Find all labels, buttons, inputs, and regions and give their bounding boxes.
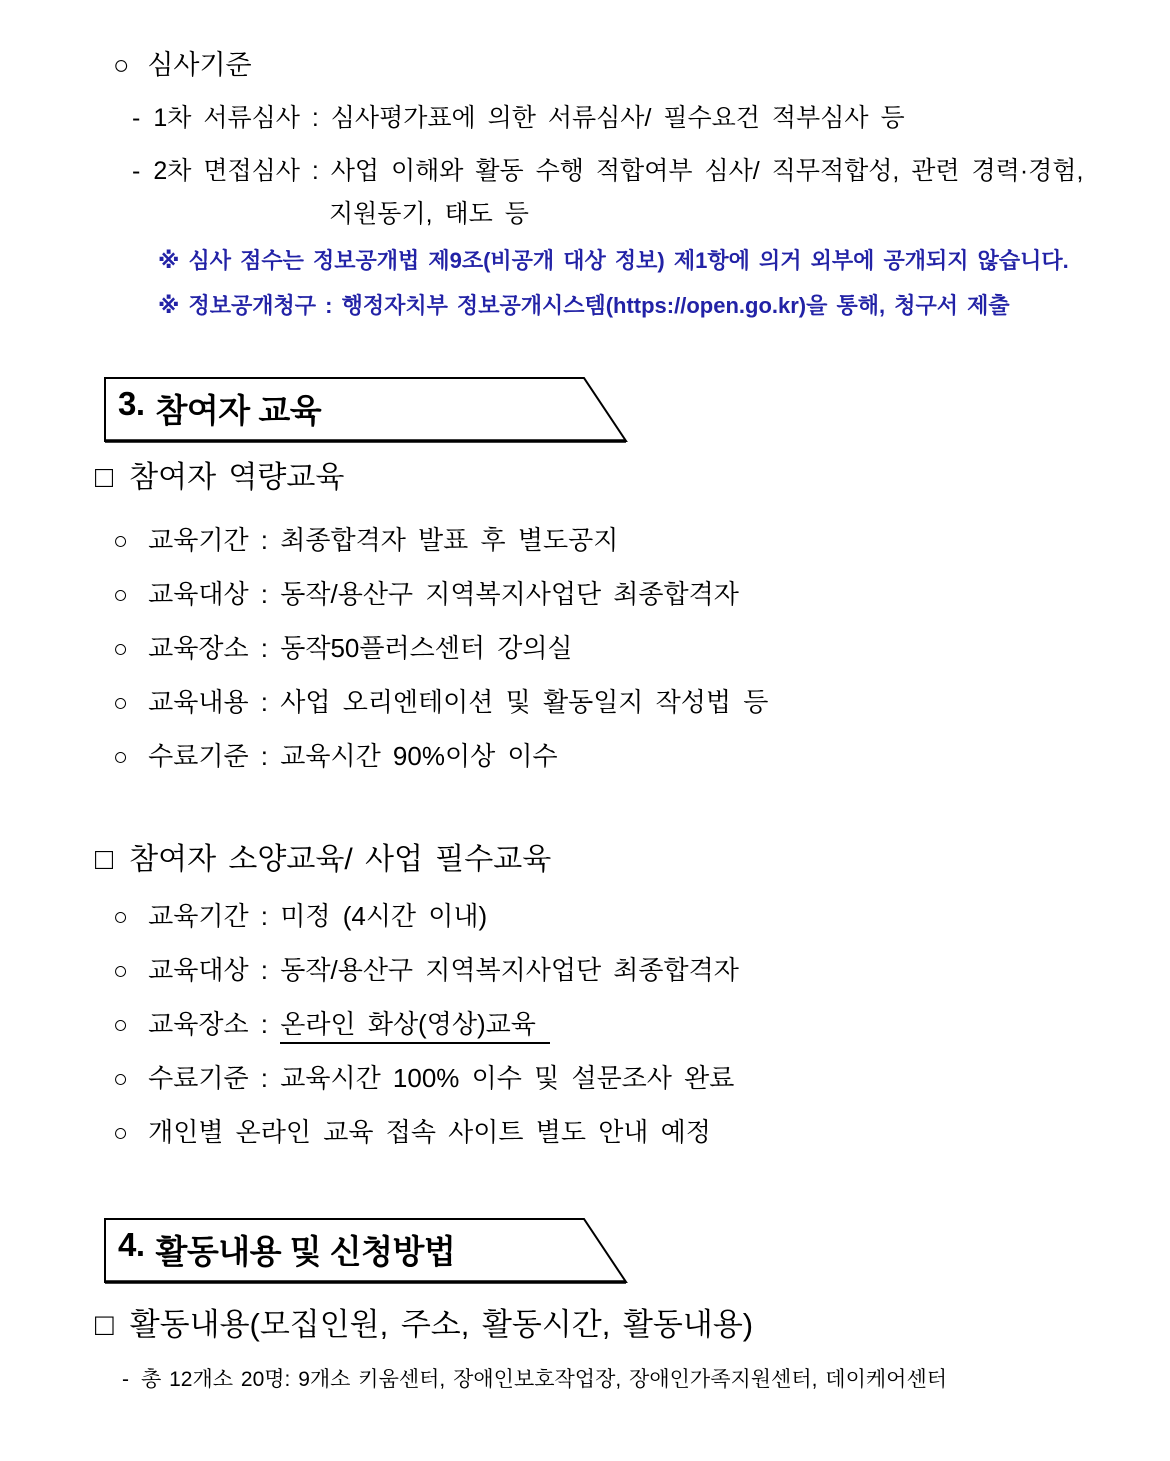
- essential-target-row: [113, 956, 739, 986]
- interview-review-continuation-text: 지원동기, 태도 등: [329, 200, 529, 228]
- circle-marker: ○: [113, 635, 129, 663]
- circle-marker: ○: [113, 743, 129, 771]
- information-request-note-text: ※ 정보공개청구 : 행정자치부 정보공개시스템(https://open.go.kr)을 통해, 청구서 제출: [158, 293, 1010, 318]
- section-4-heading: [118, 1226, 455, 1273]
- completion-criteria-row: [113, 742, 558, 772]
- circle-marker: ○: [113, 957, 129, 985]
- essential-training-heading: [95, 843, 551, 878]
- essential-place-label: 교육장소 :: [148, 1009, 281, 1039]
- essential-place-underlined-value: 온라인 화상(영상)교육: [280, 1009, 550, 1044]
- essential-place-text: [148, 1010, 550, 1040]
- essential-target-text: 교육대상 : 동작/용산구 지역복지사업단 최종합격자: [148, 955, 739, 985]
- circle-marker: ○: [113, 903, 129, 931]
- square-marker: □: [95, 461, 114, 494]
- screening-criteria-title: 심사기준: [147, 50, 252, 80]
- dash-marker: -: [132, 157, 141, 185]
- capacity-training-title: 참여자 역량교육: [129, 461, 345, 494]
- training-content-row: [113, 688, 768, 718]
- training-period-text: 교육기간 : 최종합격자 발표 후 별도공지: [148, 525, 619, 555]
- activity-detail-row: [122, 1368, 947, 1392]
- document-review-text: 1차 서류심사 : 심사평가표에 의한 서류심사/ 필수요건 적부심사 등: [153, 104, 905, 132]
- section-3-banner: [104, 377, 628, 443]
- dash-marker: -: [122, 1368, 129, 1391]
- score-disclosure-note: [158, 248, 1069, 273]
- circle-marker: ○: [113, 50, 130, 80]
- document-review-item: [132, 104, 905, 133]
- training-place-text: 교육장소 : 동작50플러스센터 강의실: [148, 633, 573, 663]
- circle-marker: ○: [113, 1119, 129, 1147]
- screening-criteria-heading: [113, 50, 252, 81]
- circle-marker: ○: [113, 581, 129, 609]
- section-4-banner: [104, 1218, 628, 1284]
- training-target-text: 교육대상 : 동작/용산구 지역복지사업단 최종합격자: [148, 579, 739, 609]
- essential-completion-row: [113, 1064, 734, 1094]
- circle-marker: ○: [113, 1011, 129, 1039]
- interview-review-text: 2차 면접심사 : 사업 이해와 활동 수행 적합여부 심사/ 직무적합성, 관련 경력·경험,: [153, 157, 1084, 185]
- dash-marker: -: [132, 104, 141, 132]
- activity-detail-text: 총 12개소 20명: 9개소 키움센터, 장애인보호작업장, 장애인가족지원센터, 데이케어센터: [141, 1368, 948, 1391]
- activity-content-title: 활동내용(모집인원, 주소, 활동시간, 활동내용): [129, 1307, 754, 1342]
- essential-training-title: 참여자 소양교육/ 사업 필수교육: [129, 843, 552, 876]
- section-3-title: 참여자 교육: [155, 392, 322, 430]
- information-request-note: [158, 293, 1010, 318]
- square-marker: □: [95, 1307, 114, 1342]
- essential-completion-text: 수료기준 : 교육시간 100% 이수 및 설문조사 완료: [148, 1063, 735, 1093]
- essential-period-text: 교육기간 : 미정 (4시간 이내): [148, 901, 488, 931]
- interview-review-item: [132, 157, 1083, 186]
- online-access-row: [113, 1118, 711, 1148]
- circle-marker: ○: [113, 1065, 129, 1093]
- training-content-text: 교육내용 : 사업 오리엔테이션 및 활동일지 작성법 등: [148, 687, 769, 717]
- training-target-row: [113, 580, 739, 610]
- circle-marker: ○: [113, 527, 129, 555]
- online-access-text: 개인별 온라인 교육 접속 사이트 별도 안내 예정: [148, 1117, 711, 1147]
- section-3-heading: [118, 385, 321, 432]
- score-disclosure-note-text: ※ 심사 점수는 정보공개법 제9조(비공개 대상 정보) 제1항에 의거 외부에 공개되지 않습니다.: [158, 248, 1069, 273]
- training-place-row: [113, 634, 573, 664]
- essential-place-row: [113, 1010, 550, 1040]
- training-period-row: [113, 526, 618, 556]
- square-marker: □: [95, 843, 114, 876]
- section-4-title: 활동내용 및 신청방법: [155, 1233, 456, 1271]
- interview-review-continuation: [329, 200, 529, 229]
- essential-period-row: [113, 902, 487, 932]
- completion-criteria-text: 수료기준 : 교육시간 90%이상 이수: [148, 741, 558, 771]
- section-3-number: 3.: [118, 385, 145, 423]
- activity-content-heading: [95, 1307, 753, 1343]
- capacity-training-heading: [95, 461, 344, 496]
- circle-marker: ○: [113, 689, 129, 717]
- section-4-number: 4.: [118, 1226, 145, 1264]
